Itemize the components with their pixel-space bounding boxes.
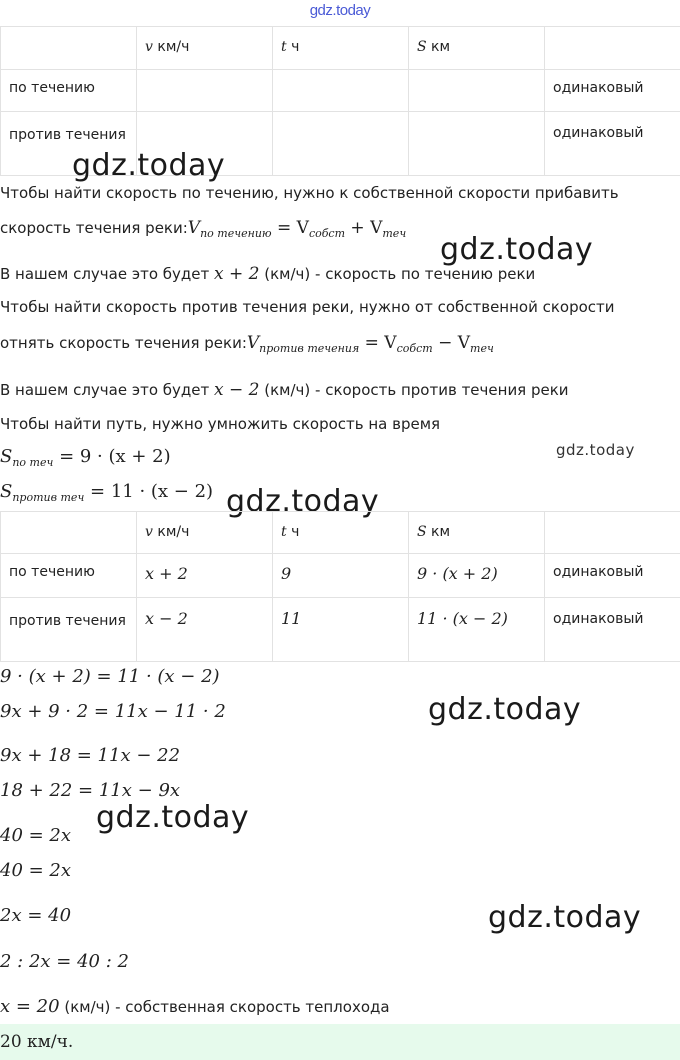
row-note: одинаковый — [545, 112, 680, 176]
table-header-cell: t ч — [273, 512, 409, 554]
row-label: против течения — [1, 112, 137, 176]
table-header-cell: S км — [409, 27, 545, 70]
answer-text: 20 км/ч. — [0, 1032, 74, 1052]
table-header-cell: S км — [409, 512, 545, 554]
table-header-cell — [545, 512, 680, 554]
watermark: gdz.today — [440, 232, 594, 267]
equation: 9 · (x + 2) = 11 · (x − 2) — [0, 666, 220, 687]
formula-line: скорость течения $реки:V_{по течению} = V_{собст} + V_{теч}$ — [0, 218, 407, 240]
table-header-cell: v км/ч — [137, 27, 273, 70]
result-line: x = 20 (км/ч) - собственная скорость теплохода — [0, 996, 390, 1017]
equation: 9x + 18 = 11x − 22 — [0, 745, 181, 766]
table-header-cell — [1, 27, 137, 70]
equation: 40 = 2x — [0, 860, 72, 881]
formula-line: отнять скорость течения $реки:V_{против течения} = V_{собст} - V_{теч}$ — [0, 333, 494, 355]
table-header-cell — [1, 512, 137, 554]
watermark: gdz.today — [428, 692, 582, 727]
paragraph: В нашем случае это будет x − 2 (км/ч) - скорость против течения реки — [0, 380, 569, 400]
distance-formula: $S_{по теч} = 9 \cdot (x + 2)$ — [0, 446, 171, 469]
row-note: одинаковый — [545, 70, 680, 112]
table-header-row — [1, 512, 680, 554]
paragraph: Чтобы найти путь, нужно умножить скорость на время — [0, 415, 441, 433]
equation: 18 + 22 = 11x − 9x — [0, 780, 181, 801]
watermark: gdz.today — [226, 484, 380, 519]
equation: 2x = 40 — [0, 905, 72, 926]
row-label: по течению — [1, 554, 137, 598]
table-header-cell: t ч — [273, 27, 409, 70]
table-row: против течения x − 2 11 11 · (x − 2) одинаковый — [1, 598, 680, 662]
table-row: по течению x + 2 9 9 · (x + 2) одинаковый — [1, 554, 680, 598]
row-note: одинаковый — [545, 598, 680, 662]
equation: 2 : 2x = 40 : 2 — [0, 951, 129, 972]
distance-formula: $S_{против теч} = 11 \cdot (x - 2)$ — [0, 481, 214, 504]
paragraph: В нашем случае это будет x + 2 (км/ч) - скорость по течению реки — [0, 264, 536, 284]
table-header-cell: v км/ч — [137, 512, 273, 554]
watermark: gdz.today — [488, 900, 642, 935]
watermark: gdz.today — [96, 800, 250, 835]
table-header-row — [1, 27, 680, 70]
header-watermark: gdz.today — [309, 2, 371, 19]
watermark: gdz.today — [72, 148, 226, 183]
watermark: gdz.today — [556, 441, 635, 459]
paragraph: Чтобы найти скорость по течению, нужно к собственной скорости прибавить — [0, 184, 619, 202]
equation: 40 = 2x — [0, 825, 72, 846]
answer-box — [0, 1024, 680, 1060]
paragraph: Чтобы найти скорость против течения реки, нужно от собственной скорости — [0, 298, 615, 316]
equation: 9x + 9 · 2 = 11x − 11 · 2 — [0, 701, 226, 722]
table-filled — [0, 511, 680, 662]
table-row — [1, 70, 680, 112]
row-label: по течению — [1, 70, 137, 112]
table-header-cell — [545, 27, 680, 70]
row-note: одинаковый — [545, 554, 680, 598]
row-label: против течения — [1, 598, 137, 662]
